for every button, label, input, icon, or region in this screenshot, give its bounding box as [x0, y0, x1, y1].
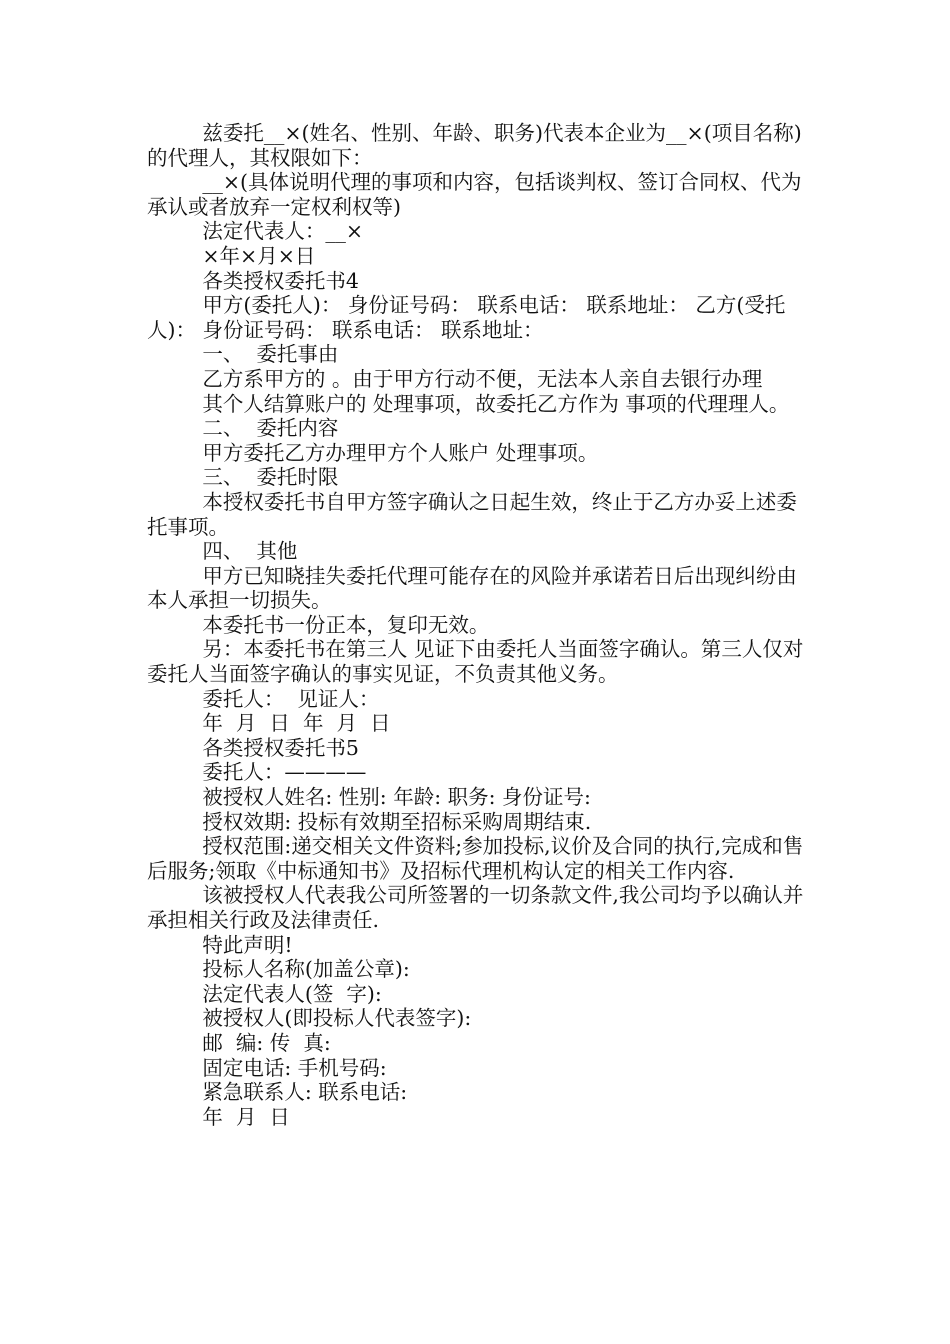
heading-entrusted-matter: 一、 委托事由: [202, 342, 339, 367]
paragraph-entrusted-matter-1: 乙方系甲方的 。由于甲方行动不便，无法本人亲自去银行办理: [202, 366, 763, 391]
parties-info: 甲方(委托人)： 身份证号码： 联系电话： 联系地址： 乙方(受托人)： 身份证号码： 联系电话： 联系地址：: [147, 293, 786, 342]
declaration-line: 特此声明!: [202, 932, 293, 957]
signature-line: 委托人： 见证人：: [202, 686, 380, 711]
authorized-signature-line: 被授权人(即投标人代表签字):: [202, 1006, 472, 1031]
heading-entrusted-period: 三、 委托时限: [202, 465, 339, 490]
principal-line: 委托人：————: [202, 760, 367, 785]
section-title-5: 各类授权委托书5: [202, 735, 359, 760]
postcode-fax-line: 邮 编: 传 真:: [202, 1030, 331, 1055]
authorization-scope: 授权范围:递交相关文件资料;参加投标,议价及合同的执行,完成和售后服务;领取《中标通知书》及招标代理机构认定的相关工作内容.: [147, 834, 804, 883]
paragraph-entrusted-matter-2: 其个人结算账户的 处理事项，故委托乙方作为 事项的代理理人。: [202, 391, 790, 416]
date-line: ×年×月×日: [202, 243, 316, 268]
section-title-4: 各类授权委托书4: [202, 268, 359, 293]
document-body: [147, 121, 815, 1129]
paragraph-delegation-scope: __×(具体说明代理的事项和内容，包括谈判权、签订合同权、代为承认或者放弃一定权利权等): [147, 170, 802, 219]
emergency-contact-line: 紧急联系人: 联系电话:: [202, 1080, 408, 1105]
paragraph-witness-note: 另：本委托书在第三人 见证下由委托人当面签字确认。第三人仅对委托人当面签字确认的事实见证，不负责其他义务。: [147, 637, 804, 687]
heading-entrusted-content: 二、 委托内容: [202, 416, 339, 441]
final-date-line: 年 月 日: [202, 1104, 290, 1129]
authorization-validity: 授权效期: 投标有效期至招标采购周期结束.: [202, 809, 592, 834]
bidder-name-line: 投标人名称(加盖公章):: [202, 957, 410, 982]
paragraph-risk-acknowledgement: 甲方已知晓挂失委托代理可能存在的风险并承诺若日后出现纠纷由本人承担一切损失。: [147, 563, 797, 613]
paragraph-delegation-intro: 兹委托__×(姓名、性别、年龄、职务)代表本企业为__×(项目名称)的代理人，其权限如下：: [147, 121, 802, 170]
heading-other: 四、 其他: [202, 539, 298, 564]
paragraph-original-copy: 本委托书一份正本，复印无效。: [202, 612, 490, 637]
paragraph-entrusted-content: 甲方委托乙方办理甲方个人账户 处理事项。: [202, 440, 599, 465]
legal-representative-line: 法定代表人：__×: [202, 219, 364, 244]
signature-date-line: 年 月 日 年 月 日: [202, 711, 391, 736]
paragraph-entrusted-period: 本授权委托书自甲方签字确认之日起生效，终止于乙方办妥上述委托事项。: [147, 489, 797, 539]
phone-line: 固定电话: 手机号码:: [202, 1055, 387, 1080]
authorized-person-info: 被授权人姓名: 性别: 年龄: 职务: 身份证号:: [202, 785, 591, 810]
legal-rep-signature-line: 法定代表人(签 字):: [202, 981, 382, 1006]
paragraph-confirmation: 该被授权人代表我公司所签署的一切条款文件,我公司均予以确认并承担相关行政及法律责任.: [147, 883, 804, 932]
